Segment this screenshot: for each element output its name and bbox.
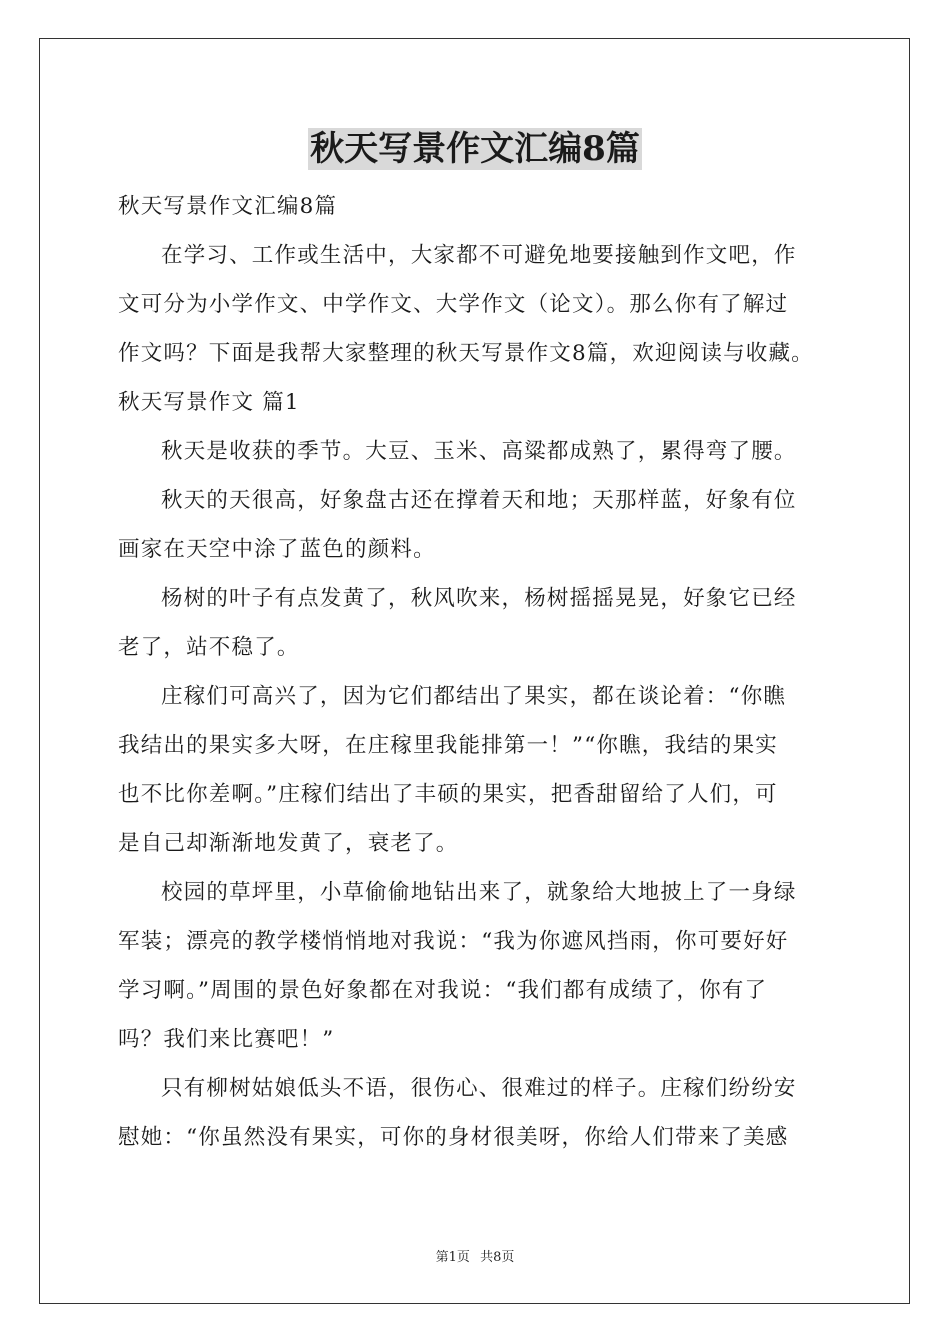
paragraph-line: 我结出的果实多大呀，在庄稼里我能排第一！”“你瞧，我结的果实	[118, 733, 778, 758]
document-body	[118, 182, 838, 1162]
section-heading: 秋天写景作文 篇1	[118, 390, 300, 415]
title-container	[0, 128, 950, 170]
paragraph-line: 秋天是收获的季节。大豆、玉米、高粱都成熟了，累得弯了腰。	[161, 439, 797, 464]
intro-paragraph-line: 文可分为小学作文、中学作文、大学作文（论文）。那么你有了解过	[118, 292, 789, 317]
paragraph-line: 杨树的叶子有点发黄了，秋风吹来，杨树摇摇晃晃，好象它已经	[161, 586, 797, 611]
paragraph-line: 老了，站不稳了。	[118, 635, 300, 660]
total-pages: 共8页	[480, 1250, 515, 1265]
paragraph-line: 吗？我们来比赛吧！”	[118, 1027, 335, 1052]
intro-paragraph-line: 在学习、工作或生活中，大家都不可避免地要接触到作文吧，作	[161, 243, 797, 268]
page-number: 第1页	[435, 1250, 470, 1265]
paragraph-line: 只有柳树姑娘低头不语，很伤心、很难过的样子。庄稼们纷纷安	[161, 1076, 797, 1101]
paragraph-line: 画家在天空中涂了蓝色的颜料。	[118, 537, 436, 562]
paragraph-line: 学习啊。”周围的景色好象都在对我说：“我们都有成绩了，你有了	[118, 978, 768, 1003]
paragraph-line: 军装；漂亮的教学楼悄悄地对我说：“我为你遮风挡雨，你可要好好	[118, 929, 789, 954]
subtitle-line: 秋天写景作文汇编8篇	[118, 194, 338, 219]
paragraph-line: 也不比你差啊。”庄稼们结出了丰硕的果实，把香甜留给了人们，可	[118, 782, 778, 807]
paragraph-line: 校园的草坪里，小草偷偷地钻出来了，就象给大地披上了一身绿	[161, 880, 797, 905]
page-footer	[0, 1246, 950, 1265]
paragraph-line: 是自己却渐渐地发黄了，衰老了。	[118, 831, 459, 856]
document-title: 秋天写景作文汇编8篇	[310, 129, 640, 169]
paragraph-line: 庄稼们可高兴了，因为它们都结出了果实，都在谈论着：“你瞧	[161, 684, 787, 709]
intro-paragraph-line: 作文吗？下面是我帮大家整理的秋天写景作文8篇，欢迎阅读与收藏。	[118, 341, 814, 366]
paragraph-line: 秋天的天很高，好象盘古还在撑着天和地；天那样蓝，好象有位	[161, 488, 797, 513]
paragraph-line: 慰她：“你虽然没有果实，可你的身材很美呀，你给人们带来了美感	[118, 1125, 789, 1150]
